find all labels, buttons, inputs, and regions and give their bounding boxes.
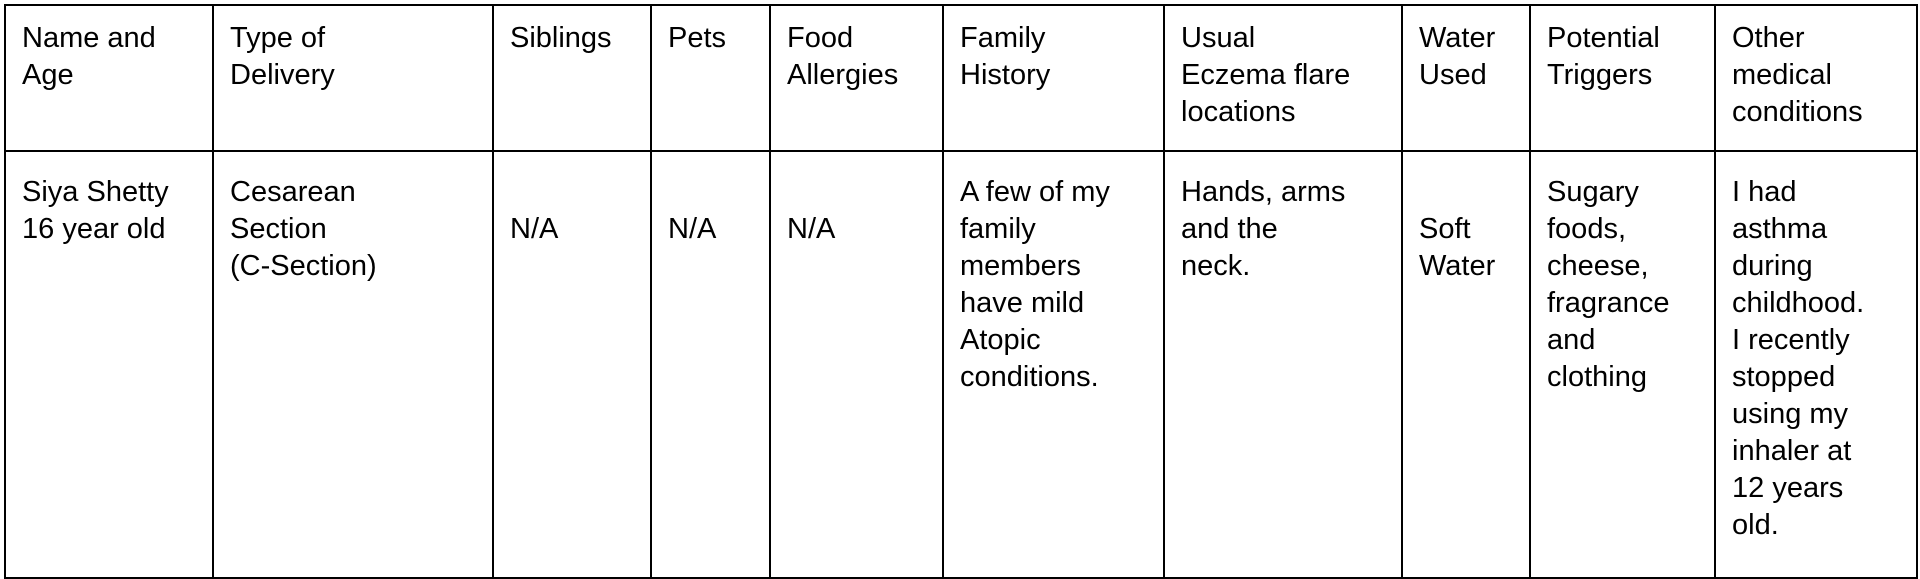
- header-delivery-line: Type of: [230, 22, 326, 54]
- cell-family-history-line: Atopic: [960, 324, 1041, 356]
- cell-siblings: [493, 151, 651, 578]
- header-other-conditions-line: conditions: [1732, 96, 1863, 128]
- header-other-conditions-line: Other: [1732, 22, 1805, 54]
- cell-other-conditions: [1715, 151, 1917, 578]
- cell-triggers-line: Sugary: [1547, 176, 1639, 208]
- cell-water-used: [1402, 151, 1530, 578]
- cell-other-conditions-line: asthma: [1732, 213, 1828, 245]
- cell-other-conditions-line: old.: [1732, 509, 1779, 541]
- cell-triggers-line: cheese,: [1547, 250, 1649, 282]
- cell-eczema-locations: [1164, 151, 1402, 578]
- header-eczema-locations: [1164, 5, 1402, 151]
- cell-food-allergies: [770, 151, 943, 578]
- header-family-history: [943, 5, 1164, 151]
- header-pets-line: Pets: [668, 22, 727, 54]
- header-eczema-locations-line: locations: [1181, 96, 1296, 128]
- header-water-used-line: Water: [1419, 22, 1496, 54]
- cell-pets-value: N/A: [668, 213, 717, 245]
- cell-delivery: [213, 151, 493, 578]
- table-row: [5, 151, 1917, 578]
- header-name-age: [5, 5, 213, 151]
- cell-food-allergies-value: N/A: [787, 213, 836, 245]
- cell-triggers: [1530, 151, 1715, 578]
- cell-triggers-line: clothing: [1547, 361, 1647, 393]
- cell-other-conditions-line: inhaler at: [1732, 435, 1852, 467]
- cell-other-conditions-line: I had: [1732, 176, 1797, 208]
- header-triggers: [1530, 5, 1715, 151]
- cell-triggers-line: fragrance: [1547, 287, 1670, 319]
- patient-history-table: [4, 4, 1918, 579]
- header-water-used-line: Used: [1419, 59, 1487, 91]
- header-food-allergies: [770, 5, 943, 151]
- cell-other-conditions-line: I recently: [1732, 324, 1850, 356]
- header-other-conditions: [1715, 5, 1917, 151]
- cell-family-history: [943, 151, 1164, 578]
- cell-delivery-line: Section: [230, 213, 327, 245]
- cell-pets: [651, 151, 770, 578]
- header-triggers-line: Potential: [1547, 22, 1660, 54]
- header-family-history-line: Family: [960, 22, 1046, 54]
- header-eczema-locations-line: Usual: [1181, 22, 1256, 54]
- cell-family-history-line: family: [960, 213, 1036, 245]
- header-other-conditions-line: medical: [1732, 59, 1832, 91]
- header-food-allergies-line: Allergies: [787, 59, 899, 91]
- cell-other-conditions-line: childhood.: [1732, 287, 1865, 319]
- header-family-history-line: History: [960, 59, 1051, 91]
- cell-eczema-locations-line: and the: [1181, 213, 1278, 245]
- header-triggers-line: Triggers: [1547, 59, 1653, 91]
- header-name-age-line: Age: [22, 59, 74, 91]
- cell-eczema-locations-line: neck.: [1181, 250, 1251, 282]
- header-delivery: [213, 5, 493, 151]
- header-siblings: [493, 5, 651, 151]
- cell-delivery-line: (C-Section): [230, 250, 377, 282]
- cell-triggers-line: and: [1547, 324, 1596, 356]
- cell-water-used-line: Water: [1419, 250, 1496, 282]
- cell-triggers-line: foods,: [1547, 213, 1626, 245]
- cell-name-age-line: 16 year old: [22, 213, 166, 245]
- cell-other-conditions-line: during: [1732, 250, 1813, 282]
- cell-family-history-line: conditions.: [960, 361, 1099, 393]
- header-pets: [651, 5, 770, 151]
- cell-name-age: [5, 151, 213, 578]
- cell-family-history-line: have mild: [960, 287, 1085, 319]
- cell-family-history-line: A few of my: [960, 176, 1110, 208]
- cell-family-history-line: members: [960, 250, 1081, 282]
- cell-siblings-value: N/A: [510, 213, 559, 245]
- cell-other-conditions-line: stopped: [1732, 361, 1836, 393]
- cell-delivery-line: Cesarean: [230, 176, 356, 208]
- cell-water-used-line: Soft: [1419, 213, 1471, 245]
- cell-other-conditions-line: 12 years: [1732, 472, 1844, 504]
- header-row: [5, 5, 1917, 151]
- header-delivery-line: Delivery: [230, 59, 335, 91]
- header-name-age-line: Name and: [22, 22, 156, 54]
- cell-other-conditions-line: using my: [1732, 398, 1849, 430]
- header-siblings-line: Siblings: [510, 22, 612, 54]
- cell-eczema-locations-line: Hands, arms: [1181, 176, 1346, 208]
- cell-name-age-line: Siya Shetty: [22, 176, 169, 208]
- header-eczema-locations-line: Eczema flare: [1181, 59, 1351, 91]
- header-water-used: [1402, 5, 1530, 151]
- header-food-allergies-line: Food: [787, 22, 854, 54]
